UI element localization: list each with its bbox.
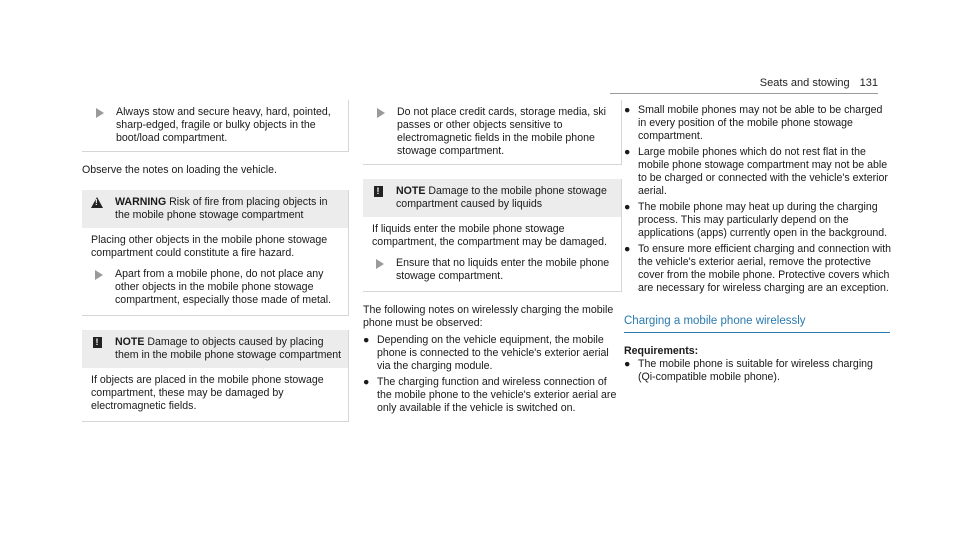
warning-label: WARNING xyxy=(115,196,167,208)
bullet-list xyxy=(624,104,892,295)
list-item-text: Depending on the vehicle equipment, the mobile phone is connected to the vehicle's exterior aerial via the charging module. xyxy=(377,334,609,372)
list-item xyxy=(624,243,892,295)
instruction-text: Always stow and secure heavy, hard, pointed, sharp-edged, fragile or bulky objects in the boot/load compartment. xyxy=(116,106,331,144)
note-body xyxy=(82,368,348,421)
list-item-text: To ensure more efficient charging and connection with the vehicle's exterior aerial, remove the protective cover from the mobile phone. Protective covers which are necessary for wireless charging are an exception. xyxy=(638,243,892,294)
note-item xyxy=(372,257,615,283)
requirements-label: Requirements: xyxy=(624,345,699,357)
section-heading-link[interactable]: Charging a mobile phone wirelessly xyxy=(624,315,890,333)
column-3 xyxy=(624,104,892,387)
page-header xyxy=(760,77,878,90)
column-1 xyxy=(82,100,349,422)
note-title: Damage to the mobile phone stowage compartment caused by liquids xyxy=(396,185,607,210)
note-body-text: If objects are placed in the mobile phone stowage compartment, these may be damaged by electromagnetic fields. xyxy=(91,374,324,412)
bullet-icon: ● xyxy=(624,201,631,213)
column-2 xyxy=(363,100,622,418)
instruction-item xyxy=(363,106,615,158)
note-body-text: If liquids enter the mobile phone stowage compartment, the compartment may be damaged. xyxy=(372,223,607,248)
note-label: NOTE xyxy=(115,336,145,348)
warning-item xyxy=(91,268,342,307)
list-item-text: Large mobile phones which do not rest flat in the mobile phone stowage compartment may not be able to be charged or connected with the vehicle's exterior aerial. xyxy=(638,146,888,197)
bullet-icon: ● xyxy=(624,243,631,255)
instruction-item xyxy=(82,106,342,145)
arrow-icon xyxy=(95,270,103,280)
note-label: NOTE xyxy=(396,185,426,197)
note-header xyxy=(363,179,621,217)
note-header xyxy=(82,330,348,368)
list-item xyxy=(363,334,622,373)
note-box xyxy=(363,179,622,292)
bullet-list xyxy=(363,334,622,415)
bullet-icon: ● xyxy=(624,146,631,158)
section-title: Seats and stowing xyxy=(759,77,850,89)
warning-box xyxy=(82,190,349,316)
arrow-icon xyxy=(96,108,104,118)
bullet-icon: ● xyxy=(363,376,370,388)
list-item xyxy=(624,104,892,143)
requirement-item xyxy=(624,358,892,384)
observe-text: Observe the notes on loading the vehicle. xyxy=(82,164,277,176)
list-item xyxy=(363,376,622,415)
warning-triangle-icon xyxy=(91,197,103,208)
instruction-box xyxy=(363,100,622,165)
bullet-icon: ● xyxy=(624,104,631,116)
bullet-icon: ● xyxy=(624,358,631,370)
list-item-text: Small mobile phones may not be able to be charged in every position of the mobile phone stowage compartment. xyxy=(638,104,883,142)
arrow-icon xyxy=(376,259,384,269)
intro-text: The following notes on wirelessly charging the mobile phone must be observed: xyxy=(363,304,614,329)
warning-body-text: Placing other objects in the mobile phone stowage compartment could constitute a fire hazard. xyxy=(91,234,328,259)
instruction-box xyxy=(82,100,349,152)
note-box xyxy=(82,330,349,422)
instruction-text: Do not place credit cards, storage media, ski passes or other objects sensitive to electromagnetic fields in the mobile phone stowage compartment. xyxy=(397,106,607,157)
header-rule xyxy=(610,93,878,94)
requirement-text: The mobile phone is suitable for wireless charging (Qi-compatible mobile phone). xyxy=(638,358,873,383)
list-item-text: The mobile phone may heat up during the charging process. This may particularly depend on the applications (apps) currently open in the background. xyxy=(638,201,888,239)
note-icon: ! xyxy=(93,337,102,348)
warning-header xyxy=(82,190,348,228)
warning-body xyxy=(82,228,348,315)
warning-title: Risk of fire from placing objects in the mobile phone stowage compartment xyxy=(115,196,328,221)
arrow-icon xyxy=(377,108,385,118)
list-item xyxy=(624,146,892,198)
note-item-text: Ensure that no liquids enter the mobile phone stowage compartment. xyxy=(396,257,610,282)
warning-item-text: Apart from a mobile phone, do not place any other objects in the mobile phone stowage compartment, especially those made of metal. xyxy=(115,268,332,306)
note-body xyxy=(363,217,621,291)
note-title: Damage to objects caused by placing them in the mobile phone stowage compartment xyxy=(115,336,342,361)
bullet-icon: ● xyxy=(363,334,370,346)
list-item xyxy=(624,201,892,240)
note-icon: ! xyxy=(374,186,383,197)
list-item-text: The charging function and wireless connection of the mobile phone to the vehicle's exterior aerial are only available if the vehicle is switched on. xyxy=(377,376,617,414)
page-number: 131 xyxy=(859,77,878,89)
